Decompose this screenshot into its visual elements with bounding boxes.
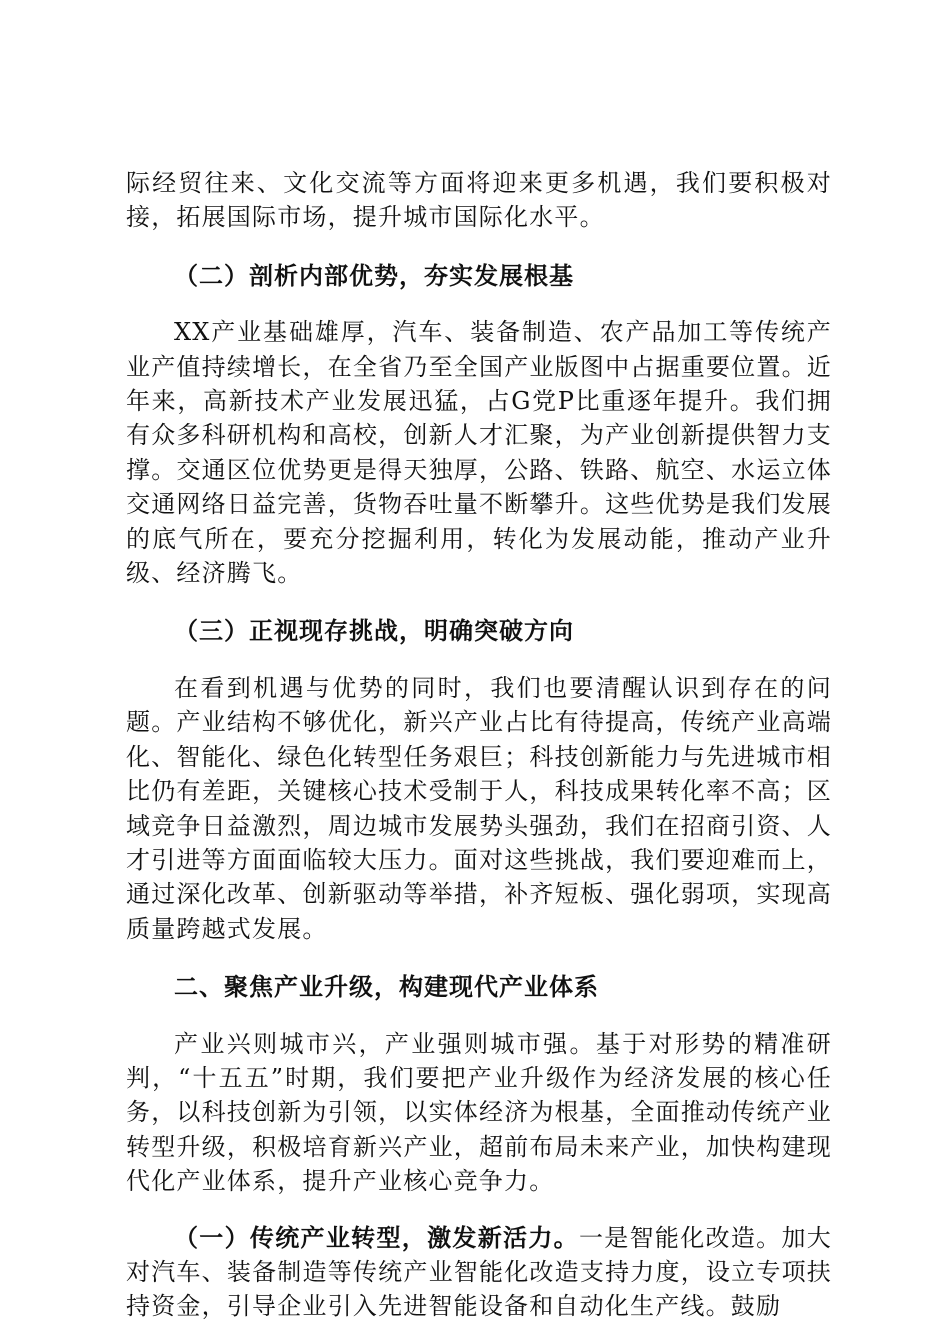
paragraph-challenges: 在看到机遇与优势的同时，我们也要清醒认识到存在的问题。产业结构不够优化，新兴产业占比有待提高，传统产业高端化、智能化、绿色化转型任务艰巨；科技创新能力与先进城市相比仍有差距，关键核心技术受制于人，科技成果转化率不高；区域竞争日益激烈，周边城市发展势头强劲，我们在招商引资、人才引进等方面面临较大压力。面对这些挑战，我们要迎难而上，通过深化改革、创新驱动等举措，补齐短板、强化弱项，实现高质量跨越式发展。: [126, 673, 832, 943]
paragraph-industry-upgrade: 产业兴则城市兴，产业强则城市强。基于对形势的精准研判，“十五五”时期，我们要把产业升级作为经济发展的核心任务，以科技创新为引领，以实体经济为根基，全面推动传统产业转型升级，积极培育新兴产业，超前布局未来产业，加快构建现代化产业体系，提升产业核心竞争力。: [126, 1029, 832, 1196]
section-heading-2: （二）剖析内部优势，夯实发展根基: [174, 261, 574, 290]
paragraph-lead-text: 一是智能化改造。加大对汽车、装备制造等传统产业智能化改造支持力度，设立专项扶持资金，引导企业引入先进智能设备和自动化生产线。鼓励: [126, 1223, 833, 1321]
paragraph-lead-heading: （一）传统产业转型，激发新活力。: [174, 1223, 579, 1252]
section-heading-3: （三）正视现存挑战，明确突破方向: [174, 617, 574, 646]
paragraph-advantages: XX产业基础雄厚，汽车、装备制造、农产品加工等传统产业产值持续增长，在全省乃至全国产业版图中占据重要位置。近年来，高新技术产业发展迅猛，占G党P比重逐年提升。我们拥有众多科研机构和高校，创新人才汇聚，为产业创新提供智力支撑。交通区位优势更是得天独厚，公路、铁路、航空、水运立体交通网络日益完善，货物吞吐量不断攀升。这些优势是我们发展的底气所在，要充分挖掘利用，转化为发展动能，推动产业升级、经济腾飞。: [126, 318, 832, 588]
chapter-heading-two: 二、聚焦产业升级，构建现代产业体系: [174, 973, 599, 1002]
paragraph-traditional-industry: [126, 1221, 832, 1324]
document-body: [126, 166, 832, 1324]
paragraph-continued: 际经贸往来、文化交流等方面将迎来更多机遇，我们要积极对接，拓展国际市场，提升城市国际化水平。: [126, 169, 832, 232]
